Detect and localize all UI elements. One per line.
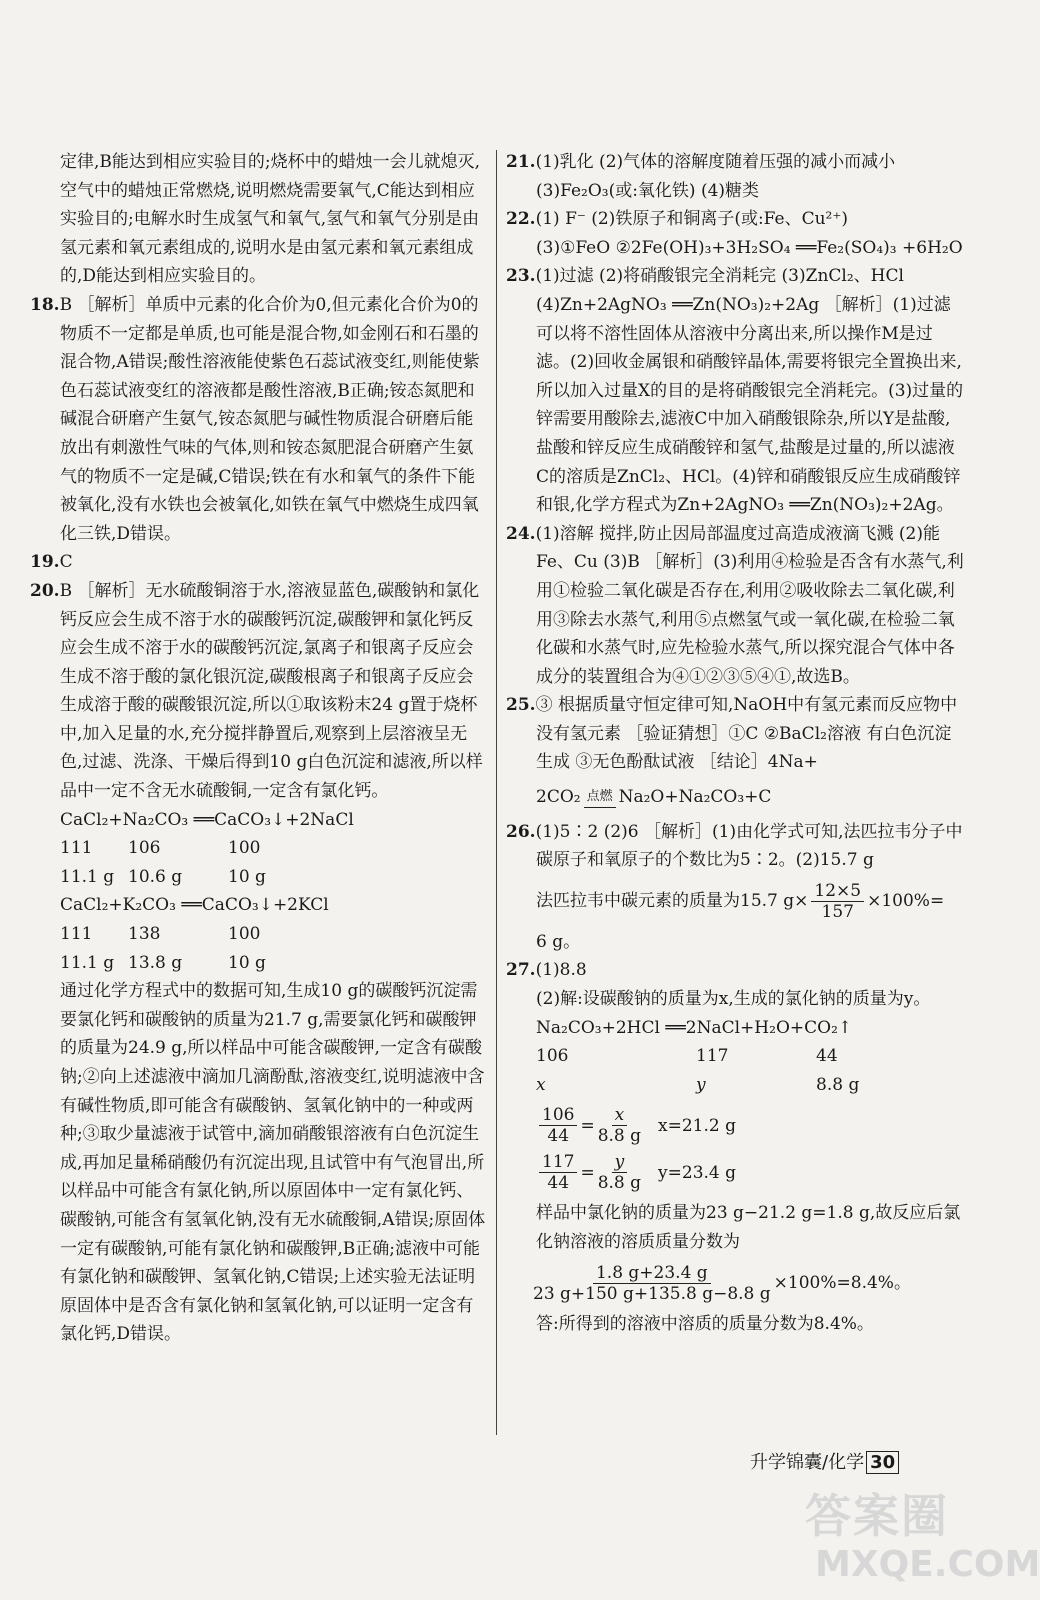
- numerator: y: [612, 1152, 628, 1173]
- q26-formula-pre: 法匹拉韦中碳元素的质量为15.7 g×: [536, 891, 809, 912]
- q21-answer: [506, 148, 964, 205]
- q27-number: 27.: [506, 960, 536, 981]
- q22-part3: (3)①FeO ②2Fe(OH)₃+3H₂SO₄ ══Fe₂(SO₄)₃ +6H₂O: [536, 237, 963, 258]
- q20-number: 20.: [30, 580, 60, 601]
- numerator: 12×5: [811, 881, 864, 902]
- q27-part1: (1)8.8: [535, 960, 587, 981]
- q26-result: 6 g。: [536, 931, 581, 952]
- q24-answer: [506, 520, 964, 692]
- eq-value: 13.8 g: [128, 952, 183, 973]
- denominator: 8.8 g: [597, 1173, 642, 1194]
- reaction-condition: [584, 787, 616, 808]
- eq-value: 10.6 g: [128, 866, 183, 887]
- q26-formula-post: ×100%=: [867, 891, 945, 912]
- denominator: 157: [821, 901, 854, 922]
- q25-equation: [506, 783, 964, 812]
- numerator: 117: [539, 1152, 577, 1173]
- q25-answer: [506, 691, 964, 777]
- fraction: [539, 1105, 577, 1146]
- q21-number: 21.: [506, 152, 536, 172]
- q27-vars: [506, 1071, 964, 1100]
- eq-value: 111: [60, 838, 93, 859]
- q27-proportion-2: [506, 1152, 964, 1193]
- numerator: 1.8 g+23.4 g: [593, 1263, 711, 1284]
- denominator: 8.8 g: [597, 1126, 642, 1147]
- q25-text: ③ 根据质量守恒定律可知,NaOH中有氢元素而反应物中没有氢元素 ［验证猜想］①C ②BaCl₂溶液 有白色沉淀生成 ③无色酚酞试液 ［结论］4Na+: [535, 695, 958, 773]
- fraction: [533, 1263, 771, 1304]
- eq-value: 11.1 g: [60, 866, 115, 887]
- q26-formula: [506, 881, 964, 922]
- q21-text: (1)乳化 (2)气体的溶解度随着压强的减小而减小 (3)Fe₂O₃(或:氧化铁) (4)糖类: [535, 152, 896, 201]
- equation-2-mass: [30, 949, 488, 978]
- q25-number: 25.: [506, 695, 536, 716]
- watermark-text: 答案圈: [805, 1489, 949, 1543]
- q22-number: 22.: [506, 209, 536, 230]
- q18-answer: [30, 291, 488, 548]
- q26-number: 26.: [506, 821, 536, 842]
- equation-1-mass: [30, 863, 488, 892]
- q23-text: (1)过滤 (2)将硝酸银完全消耗完 (3)ZnCl₂、HCl (4)Zn+2AgNO₃ ══Zn(NO₃)₂+2Ag ［解析］(1)过滤可以将不溶性固体从溶液中分离出来,所以操作M是过滤。(2)回收金属银和硝酸锌晶体,需要将银完全置换出来,所以加入过量X的目的是将硝酸银完全消耗完。(3)过量的锌需要用酸除去,滤液C中加入硝酸银除杂,所以Y是盐酸,盐酸和锌反应生成硝酸锌和氢气,盐酸是过量的,所以滤液C的溶质是ZnCl₂、HCl。(4)锌和硝酸银反应生成硝酸锌和银,化学方程式为Zn+2AgNO₃ ══Zn(NO₃)₂+2Ag。: [535, 266, 964, 516]
- q27-proportion-1: [506, 1105, 964, 1146]
- eq-value: 44: [816, 1046, 838, 1067]
- denominator: 44: [547, 1173, 570, 1194]
- fraction: [598, 1105, 641, 1146]
- q27-part2: (2)解:设碳酸钠的质量为x,生成的氯化钠的质量为y。: [536, 989, 931, 1010]
- q27-equation: Na₂CO₃+2HCl ══2NaCl+H₂O+CO₂↑: [536, 1017, 853, 1038]
- equation-1-ratio: [30, 834, 488, 863]
- eq-value: 8.8 g: [816, 1074, 860, 1095]
- eq-value: y: [696, 1074, 706, 1095]
- q25-eq-reactant: 2CO₂: [536, 787, 581, 808]
- q27-mass-fraction: [506, 1263, 964, 1304]
- q23-answer: [506, 262, 964, 519]
- denominator: 23 g+150 g+135.8 g−8.8 g: [533, 1283, 771, 1304]
- q20-text: B ［解析］无水硫酸铜溶于水,溶液显蓝色,碳酸钠和氯化钙反应会生成不溶于水的碳酸钙沉淀,碳酸钾和氯化钙反应会生成不溶于水的碳酸钙沉淀,氯离子和银离子反应会生成不溶于酸的氯化银沉淀,碳酸根离子和银离子反应会生成溶于酸的碳酸银沉淀,所以①取该粉末24 g置于烧杯中,加入足量的水,充分搅拌静置后,观察到上层溶液呈无色,过滤、洗涤、干燥后得到10 g白色沉淀和滤液,所以样品中一定不含无水硫酸铜,一定含有氯化钙。: [59, 580, 483, 802]
- eq-value: 100: [228, 838, 261, 859]
- q20-continuation: 通过化学方程式中的数据可知,生成10 g的碳酸钙沉淀需要氯化钙和碳酸钠的质量为21.7 g,需要氯化钙和碳酸钾的质量为24.9 g,所以样品中可能含碳酸钾,一定含有碳酸钠;②向上述滤液中滴加几滴酚酞,溶液变红,说明滤液中含有碱性物质,即可能含有碳酸钠、氢氧化钠中的一种或两种;③取少量滤液于试管中,滴加硝酸银溶液有白色沉淀生成,再加足量稀硝酸仍有沉淀出现,且试管中有气泡冒出,所以样品中可能含有氯化钠,所以原固体中一定有氯化钙、碳酸钠,可能含有氢氧化钠,没有无水硫酸铜,A错误;原固体一定有碳酸钠,可能有氯化钠和碳酸钾,B正确;滤液中可能有氯化钠和碳酸钾、氢氧化钠,C错误;上述实验无法证明原固体中是否含有氯化钠和氢氧化钠,可以证明一定含有氯化钙,D错误。: [60, 981, 486, 1345]
- q22-text: (1) F⁻ (2)铁原子和铜离子(或:Fe、Cu²⁺): [535, 209, 848, 230]
- eq-value: x: [536, 1074, 546, 1095]
- eq-value: 100: [228, 924, 261, 945]
- q27-part3: 样品中氯化钠的质量为23 g−21.2 g=1.8 g,故反应后氯化钠溶液的溶质质量分数为: [536, 1203, 961, 1252]
- left-column: [30, 148, 488, 1349]
- equals-sign: =: [580, 1115, 595, 1136]
- denominator: 44: [547, 1126, 570, 1147]
- numerator: 106: [539, 1105, 577, 1126]
- q27-answer: [506, 956, 964, 985]
- watermark-logo: [805, 1480, 1040, 1598]
- page-footer: [750, 1448, 899, 1474]
- page-number: 30: [866, 1451, 899, 1474]
- q17-continuation: 定律,B能达到相应实验目的;烧杯中的蜡烛一会儿就熄灭,空气中的蜡烛正常燃烧,说明燃烧需要氧气,C能达到相应实验目的;电解水时生成氢气和氧气,氢气和氧气分别是由氢元素和氧元素组成的,说明水是由氢元素和氧元素组成的,D能达到相应实验目的。: [60, 152, 481, 287]
- q25-eq-product: Na₂O+Na₂CO₃+C: [618, 787, 772, 808]
- right-column: [506, 148, 964, 1338]
- eq-value: 11.1 g: [60, 952, 115, 973]
- q20-answer: [30, 577, 488, 806]
- fraction-result: ×100%=8.4%。: [773, 1272, 911, 1293]
- equation-1: CaCl₂+Na₂CO₃ ══CaCO₃↓+2NaCl: [60, 809, 354, 830]
- q24-text: (1)溶解 搅拌,防止因局部温度过高造成液滴飞溅 (2)能 Fe、Cu (3)B ［解析］(3)利用④检验是否含有水蒸气,利用①检验二氧化碳是否存在,利用②吸收除去二氧化碳,利用③除去水蒸气,利用⑤点燃氢气或一氧化碳,在检验二氧化碳和水蒸气时,应先检验水蒸气,所以探究混合气体中各成分的装置组合为④①②③⑤④①,故选B。: [535, 523, 964, 687]
- eq-value: 138: [128, 924, 161, 945]
- eq-value: 111: [60, 924, 93, 945]
- q18-number: 18.: [30, 294, 60, 315]
- q19-text: C: [59, 552, 73, 573]
- equals-sign: =: [580, 1162, 595, 1183]
- eq-value: 10 g: [228, 866, 266, 887]
- q27-conclusion: 答:所得到的溶液中溶质的质量分数为8.4%。: [536, 1313, 874, 1334]
- column-divider: [496, 150, 497, 1435]
- eq-value: 10 g: [228, 952, 266, 973]
- proportion-result: y=23.4 g: [658, 1162, 737, 1183]
- book-title: 升学锦囊/化学: [750, 1452, 865, 1473]
- q23-number: 23.: [506, 266, 536, 287]
- q22-answer: [506, 205, 964, 234]
- proportion-result: x=21.2 g: [658, 1115, 737, 1136]
- q26-answer: [506, 818, 964, 875]
- eq-value: 106: [536, 1046, 569, 1067]
- fraction: [598, 1152, 641, 1193]
- condition-label: 点燃: [584, 787, 616, 808]
- eq-value: 106: [128, 838, 161, 859]
- q19-number: 19.: [30, 552, 60, 573]
- equation-2-ratio: [30, 920, 488, 949]
- q26-fraction: [811, 881, 864, 922]
- numerator: x: [612, 1105, 628, 1126]
- watermark-url: MXQE.COM: [815, 1544, 1040, 1585]
- q26-text: (1)5∶2 (2)6 ［解析］(1)由化学式可知,法匹拉韦分子中碳原子和氧原子的个数比为5∶2。(2)15.7 g: [535, 821, 963, 871]
- eq-value: 117: [696, 1046, 729, 1067]
- q18-text: B ［解析］单质中元素的化合价为0,但元素化合价为0的物质不一定都是单质,也可能是混合物,如金刚石和石墨的混合物,A错误;酸性溶液能使紫色石蕊试液变红,则能使紫色石蕊试液变红的溶液都是酸性溶液,B正确;铵态氮肥和碱混合研磨产生氨气,铵态氮肥与碱性物质混合研磨后能放出有刺激性气味的气体,则和铵态氮肥混合研磨产生氨气的物质不一定是碱,C错误;铁在有水和氧气的条件下能被氧化,没有水铁也会被氧化,如铁在氧气中燃烧生成四氧化三铁,D错误。: [59, 294, 480, 544]
- q19-answer: [30, 548, 488, 577]
- q27-ratio: [506, 1042, 964, 1071]
- fraction: [539, 1152, 577, 1193]
- equation-2: CaCl₂+K₂CO₃ ══CaCO₃↓+2KCl: [60, 895, 329, 916]
- q24-number: 24.: [506, 523, 536, 544]
